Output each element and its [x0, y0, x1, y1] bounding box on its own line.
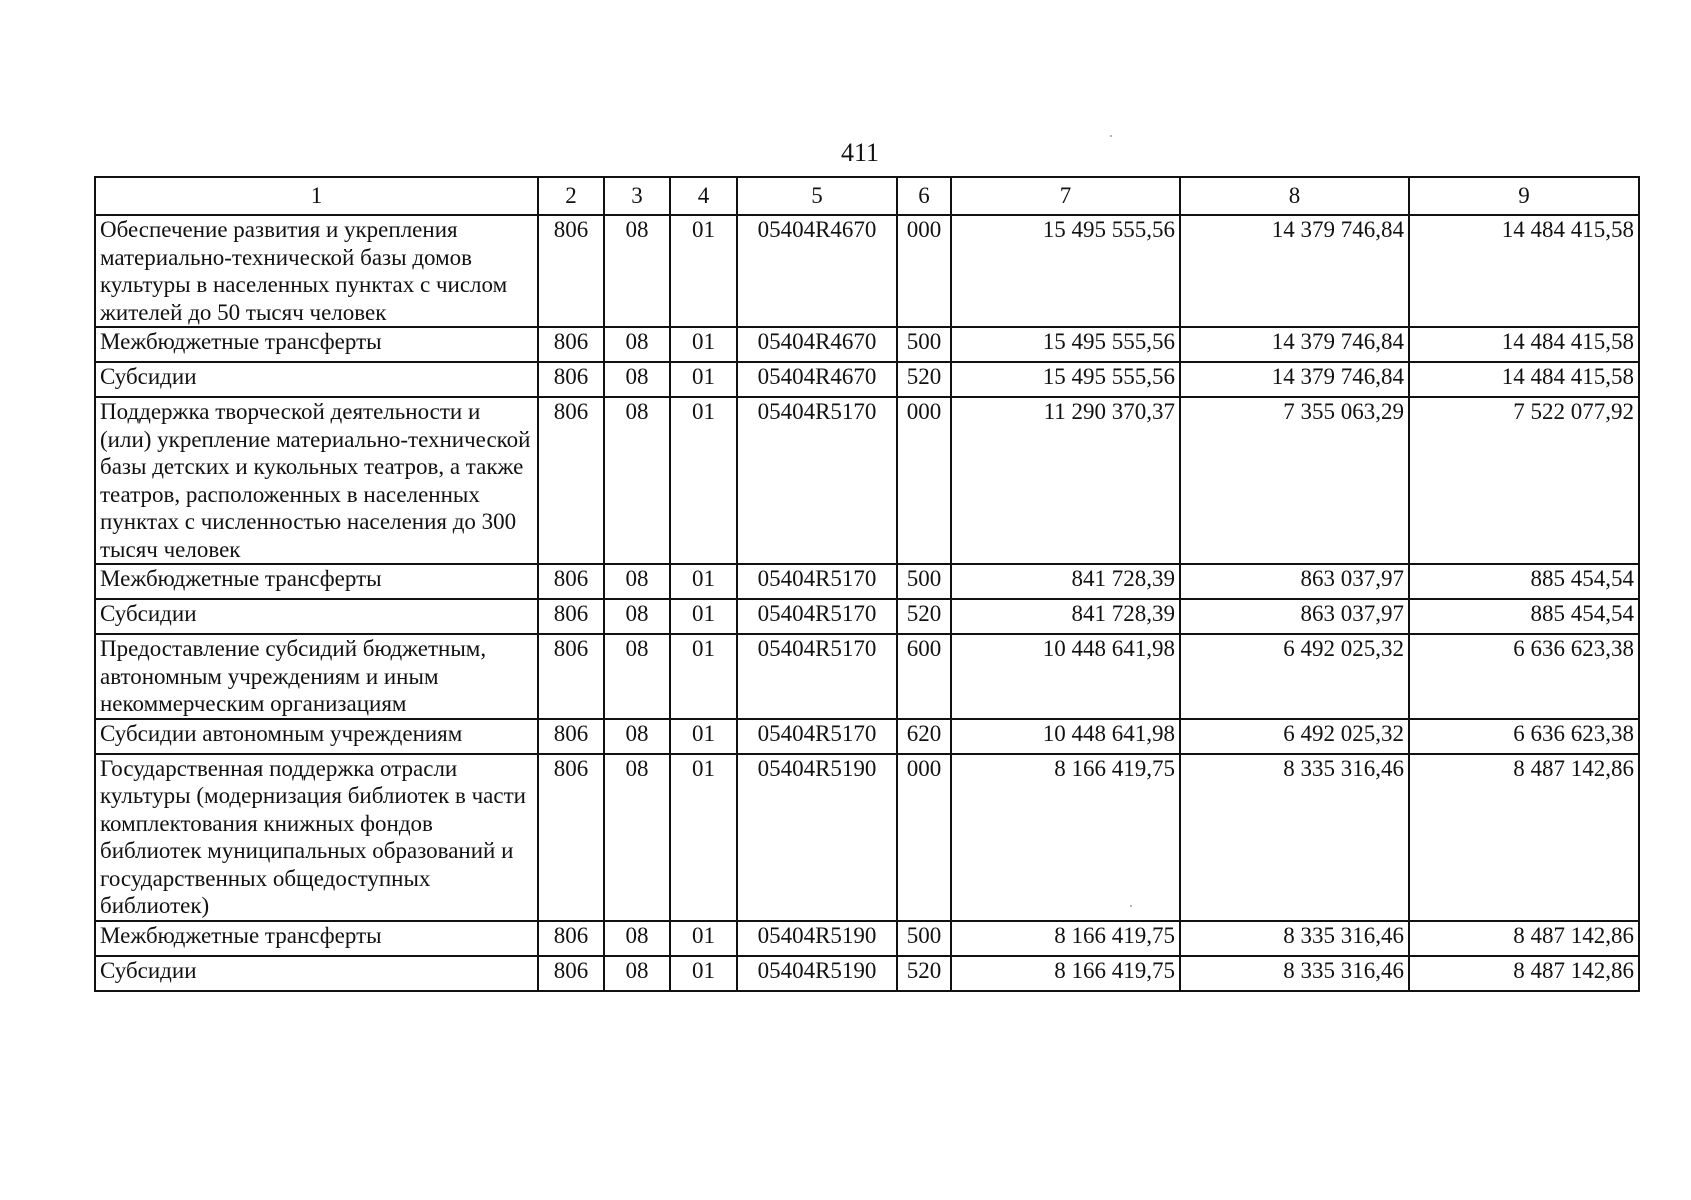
- cell-col8: 8 335 316,46: [1180, 921, 1409, 956]
- cell-col6: 520: [897, 956, 951, 991]
- cell-col2: 806: [538, 599, 604, 634]
- column-header: 2: [538, 177, 604, 215]
- column-header: 5: [737, 177, 897, 215]
- cell-col9: 6 636 623,38: [1409, 634, 1639, 719]
- cell-col2: 806: [538, 754, 604, 921]
- cell-col9: 885 454,54: [1409, 564, 1639, 599]
- table-row: [95, 362, 1639, 397]
- cell-col7: 10 448 641,98: [951, 719, 1180, 754]
- cell-col9: 6 636 623,38: [1409, 719, 1639, 754]
- cell-col7: 15 495 555,56: [951, 327, 1180, 362]
- cell-col5: 05404R5170: [737, 397, 897, 564]
- table-row: [95, 564, 1639, 599]
- row-name: Межбюджетные трансферты: [95, 564, 538, 599]
- table-row: [95, 719, 1639, 754]
- cell-col3: 08: [604, 362, 670, 397]
- cell-col8: 14 379 746,84: [1180, 362, 1409, 397]
- cell-col3: 08: [604, 921, 670, 956]
- cell-col7: 8 166 419,75: [951, 956, 1180, 991]
- row-name: Межбюджетные трансферты: [95, 921, 538, 956]
- cell-col9: 14 484 415,58: [1409, 327, 1639, 362]
- table-row: [95, 921, 1639, 956]
- column-header: 1: [95, 177, 538, 215]
- cell-col2: 806: [538, 564, 604, 599]
- cell-col5: 05404R5190: [737, 921, 897, 956]
- cell-col7: 841 728,39: [951, 599, 1180, 634]
- cell-col4: 01: [670, 362, 737, 397]
- cell-col9: 8 487 142,86: [1409, 956, 1639, 991]
- cell-col7: 11 290 370,37: [951, 397, 1180, 564]
- table-row: [95, 397, 1639, 564]
- cell-col3: 08: [604, 215, 670, 327]
- cell-col4: 01: [670, 754, 737, 921]
- table-row: [95, 215, 1639, 327]
- cell-col7: 15 495 555,56: [951, 215, 1180, 327]
- cell-col8: 6 492 025,32: [1180, 719, 1409, 754]
- cell-col9: 8 487 142,86: [1409, 754, 1639, 921]
- column-header: 3: [604, 177, 670, 215]
- header-row: [95, 177, 1639, 215]
- cell-col6: 520: [897, 599, 951, 634]
- cell-col6: 520: [897, 362, 951, 397]
- row-name: Предоставление субсидий бюджетным, автономным учреждениям и иным некоммерческим организациям: [95, 634, 538, 719]
- cell-col9: 14 484 415,58: [1409, 362, 1639, 397]
- cell-col6: 000: [897, 215, 951, 327]
- cell-col3: 08: [604, 397, 670, 564]
- column-header: 7: [951, 177, 1180, 215]
- cell-col7: 841 728,39: [951, 564, 1180, 599]
- cell-col2: 806: [538, 362, 604, 397]
- cell-col8: 14 379 746,84: [1180, 215, 1409, 327]
- cell-col6: 500: [897, 564, 951, 599]
- table-row: [95, 599, 1639, 634]
- row-name: Межбюджетные трансферты: [95, 327, 538, 362]
- row-name: Субсидии: [95, 599, 538, 634]
- row-name: Обеспечение развития и укрепления материально-технической базы домов культуры в населенных пунктах с числом жителей до 50 тысяч человек: [95, 215, 538, 327]
- cell-col3: 08: [604, 754, 670, 921]
- cell-col6: 000: [897, 754, 951, 921]
- cell-col8: 14 379 746,84: [1180, 327, 1409, 362]
- cell-col5: 05404R4670: [737, 327, 897, 362]
- cell-col9: 7 522 077,92: [1409, 397, 1639, 564]
- row-name: Субсидии автономным учреждениям: [95, 719, 538, 754]
- cell-col7: 8 166 419,75: [951, 921, 1180, 956]
- cell-col8: 863 037,97: [1180, 599, 1409, 634]
- cell-col5: 05404R5170: [737, 719, 897, 754]
- cell-col5: 05404R5170: [737, 599, 897, 634]
- table-row: [95, 634, 1639, 719]
- cell-col2: 806: [538, 921, 604, 956]
- cell-col9: 885 454,54: [1409, 599, 1639, 634]
- scan-speck: [1130, 905, 1132, 907]
- row-name: Субсидии: [95, 362, 538, 397]
- cell-col5: 05404R5170: [737, 634, 897, 719]
- cell-col4: 01: [670, 397, 737, 564]
- cell-col5: 05404R4670: [737, 362, 897, 397]
- table-row: [95, 754, 1639, 921]
- cell-col7: 10 448 641,98: [951, 634, 1180, 719]
- page-number: 411: [840, 138, 880, 167]
- cell-col4: 01: [670, 327, 737, 362]
- cell-col5: 05404R5190: [737, 956, 897, 991]
- cell-col2: 806: [538, 215, 604, 327]
- cell-col3: 08: [604, 599, 670, 634]
- cell-col5: 05404R4670: [737, 215, 897, 327]
- cell-col5: 05404R5190: [737, 754, 897, 921]
- cell-col6: 600: [897, 634, 951, 719]
- cell-col6: 500: [897, 921, 951, 956]
- column-header: 9: [1409, 177, 1639, 215]
- cell-col3: 08: [604, 327, 670, 362]
- cell-col2: 806: [538, 719, 604, 754]
- cell-col4: 01: [670, 956, 737, 991]
- cell-col2: 806: [538, 634, 604, 719]
- scan-speck: [1110, 135, 1112, 137]
- cell-col4: 01: [670, 921, 737, 956]
- cell-col3: 08: [604, 719, 670, 754]
- cell-col7: 15 495 555,56: [951, 362, 1180, 397]
- cell-col2: 806: [538, 397, 604, 564]
- cell-col3: 08: [604, 634, 670, 719]
- cell-col9: 8 487 142,86: [1409, 921, 1639, 956]
- column-header: 8: [1180, 177, 1409, 215]
- cell-col7: 8 166 419,75: [951, 754, 1180, 921]
- cell-col4: 01: [670, 215, 737, 327]
- cell-col4: 01: [670, 564, 737, 599]
- cell-col4: 01: [670, 634, 737, 719]
- cell-col8: 6 492 025,32: [1180, 634, 1409, 719]
- cell-col8: 8 335 316,46: [1180, 956, 1409, 991]
- cell-col2: 806: [538, 956, 604, 991]
- cell-col6: 000: [897, 397, 951, 564]
- table-row: [95, 327, 1639, 362]
- cell-col3: 08: [604, 956, 670, 991]
- column-header: 4: [670, 177, 737, 215]
- cell-col9: 14 484 415,58: [1409, 215, 1639, 327]
- cell-col6: 620: [897, 719, 951, 754]
- cell-col4: 01: [670, 599, 737, 634]
- row-name: Поддержка творческой деятельности и (или) укрепление материально-технической базы детских и кукольных театров, а также театров, расположенных в населенных пунктах с численностью населения до 300 тысяч человек: [95, 397, 538, 564]
- cell-col6: 500: [897, 327, 951, 362]
- cell-col8: 8 335 316,46: [1180, 754, 1409, 921]
- cell-col4: 01: [670, 719, 737, 754]
- cell-col2: 806: [538, 327, 604, 362]
- row-name: Государственная поддержка отрасли культуры (модернизация библиотек в части комплектования книжных фондов библиотек муниципальных образований и государственных общедоступных библиотек): [95, 754, 538, 921]
- cell-col3: 08: [604, 564, 670, 599]
- budget-table: [94, 176, 1640, 992]
- table-row: [95, 956, 1639, 991]
- column-header: 6: [897, 177, 951, 215]
- row-name: Субсидии: [95, 956, 538, 991]
- cell-col8: 863 037,97: [1180, 564, 1409, 599]
- cell-col8: 7 355 063,29: [1180, 397, 1409, 564]
- cell-col5: 05404R5170: [737, 564, 897, 599]
